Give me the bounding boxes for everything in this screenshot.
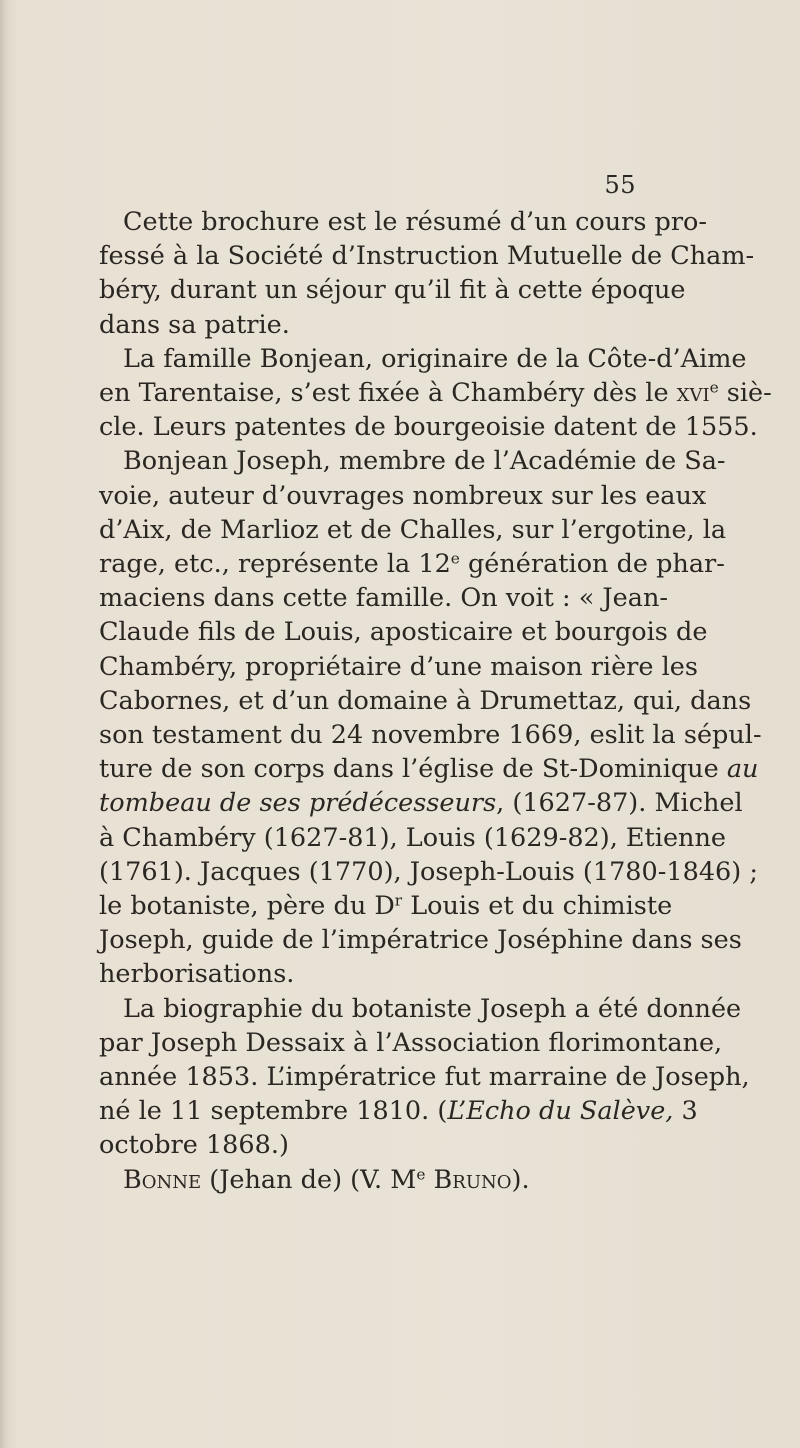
- text-line: par Joseph Dessaix à l’Association florimontane,: [99, 1027, 723, 1058]
- text-line: Cabornes, et d’un domaine à Drumettaz, qui, dans: [99, 685, 752, 716]
- text-line: [75, 547, 725, 581]
- entry-name: Bonne: [123, 1164, 202, 1195]
- text-line: [75, 889, 673, 923]
- text-line: [75, 1094, 698, 1128]
- text-fragment: né le 11 septembre 1810. (: [99, 1096, 448, 1127]
- text-line: maciens dans cette famille. On voit : « Jean-: [99, 583, 668, 614]
- italic-text: tombeau de ses prédécesseurs: [99, 788, 497, 819]
- text-line: année 1853. L’impératrice fut marraine de Joseph,: [99, 1062, 750, 1093]
- text-fragment: rage, etc., représente la 12: [99, 549, 451, 580]
- paragraph-1: [75, 205, 755, 342]
- century-numeral: xvi: [676, 378, 710, 409]
- text-fragment: (Jehan de) (V. M: [201, 1164, 417, 1195]
- text-line: octobre 1868.): [99, 1130, 289, 1161]
- paragraph-2: [75, 342, 772, 445]
- text-line: à Chambéry (1627-81), Louis (1629-82), Etienne: [99, 822, 726, 853]
- text-line: cle. Leurs patentes de bourgeoisie datent de 1555.: [99, 412, 758, 443]
- text-fragment: 3: [673, 1096, 698, 1127]
- text-fragment: ture de son corps dans l’église de St-Dominique: [99, 754, 727, 785]
- superscript: e: [416, 1165, 426, 1184]
- text-fragment: [425, 1165, 433, 1195]
- text-line: son testament du 24 novembre 1669, eslit la sépul-: [99, 720, 762, 751]
- text-line: dans sa patrie.: [99, 309, 290, 340]
- paragraph-3: [75, 444, 762, 991]
- text-line: Chambéry, propriétaire d’une maison rière les: [99, 651, 698, 682]
- text-fragment: génération de phar-: [459, 549, 725, 580]
- text-line: [75, 1163, 642, 1197]
- paragraph-4: [75, 992, 750, 1163]
- text-line: La biographie du botaniste Joseph a été donnée: [123, 993, 742, 1024]
- text-fragment: ).: [511, 1164, 530, 1195]
- text-fragment: , (1627-87). Michel: [496, 788, 743, 819]
- cross-reference-name: Bruno: [433, 1164, 512, 1195]
- text-line: Claude fils de Louis, aposticaire et bourgois de: [99, 617, 708, 648]
- italic-text: L’Echo du Salève,: [447, 1096, 674, 1127]
- text-line: (1761). Jacques (1770), Joseph-Louis (1780-1846) ;: [99, 856, 758, 887]
- text-fragment: le botaniste, père du D: [99, 891, 395, 922]
- text-line: [75, 376, 772, 410]
- text-line: [75, 786, 743, 820]
- paragraph-5: [75, 1163, 642, 1197]
- italic-text: au: [726, 754, 759, 785]
- text-line: fessé à la Société d’Instruction Mutuelle de Cham-: [99, 241, 755, 272]
- superscript: e: [709, 378, 719, 397]
- text-fragment: en Tarentaise, s’est fixée à Chambéry dès le: [99, 378, 669, 409]
- text-fragment: Louis et du chimiste: [402, 891, 673, 922]
- page-number: 55: [604, 171, 636, 199]
- text-line: d’Aix, de Marlioz et de Challes, sur l’ergotine, la: [99, 514, 727, 545]
- text-line: Cette brochure est le résumé d’un cours pro-: [123, 207, 708, 237]
- superscript: r: [394, 891, 403, 910]
- body-text: [75, 205, 772, 1197]
- text-fragment: siè-: [718, 378, 772, 409]
- text-line: [75, 752, 759, 786]
- text-line: béry, durant un séjour qu’il fit à cette époque: [99, 275, 686, 306]
- text-line: herborisations.: [99, 959, 295, 990]
- superscript: e: [450, 549, 460, 568]
- text-line: Joseph, guide de l’impératrice Joséphine dans ses: [99, 925, 742, 956]
- text-line: Bonjean Joseph, membre de l’Académie de Sa-: [123, 446, 726, 477]
- text-line: voie, auteur d’ouvrages nombreux sur les eaux: [99, 480, 707, 511]
- text-line: La famille Bonjean, originaire de la Côte-d’Aime: [123, 343, 747, 374]
